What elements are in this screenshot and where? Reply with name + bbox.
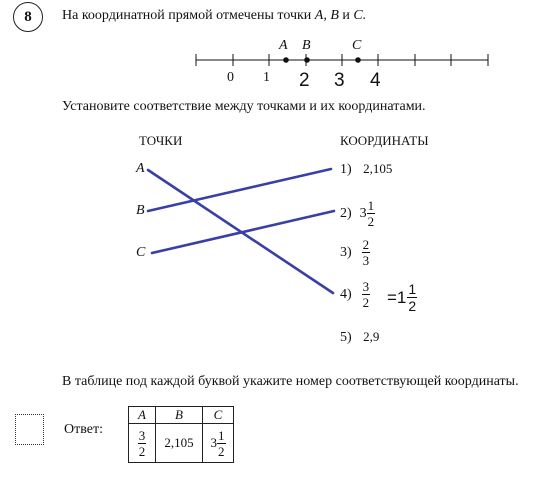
tick-label-0: 0 xyxy=(227,70,234,85)
option-number: 5) xyxy=(340,330,352,345)
header-a: A xyxy=(129,407,156,424)
point-a: A xyxy=(136,161,145,176)
answer-cell-b[interactable]: 2,105 xyxy=(156,424,203,463)
numerator: 1 xyxy=(218,427,225,443)
answer-table xyxy=(128,406,234,463)
match-line-b-1 xyxy=(148,169,331,211)
table-instruction: В таблице под каждой буквой укажите номер соответствующей координаты. xyxy=(62,374,519,389)
handwritten-tick-4: 4 xyxy=(370,70,381,91)
points-header: ТОЧКИ xyxy=(139,133,183,148)
option-number: 2) xyxy=(340,205,352,221)
numerator: 3 xyxy=(138,427,146,443)
denominator: 2 xyxy=(138,443,146,459)
answer-label: Ответ: xyxy=(64,422,103,437)
statement-and: и xyxy=(342,8,350,23)
option-value: 2,9 xyxy=(363,329,380,344)
answer-table-wrapper xyxy=(128,406,234,463)
tick-label-1: 1 xyxy=(263,70,270,85)
fraction xyxy=(138,429,147,458)
mixed-number xyxy=(211,429,226,458)
header-c: C xyxy=(203,407,234,424)
answer-box[interactable] xyxy=(15,414,44,445)
statement-last-point: C. xyxy=(353,8,367,23)
denominator: 2 xyxy=(408,298,417,314)
coordinates-header: КООРДИНАТЫ xyxy=(340,133,429,148)
denominator: 2 xyxy=(362,295,370,310)
statement-text: На координатной прямой отмечены точки xyxy=(62,8,312,23)
option-number: 3) xyxy=(340,244,352,260)
fraction xyxy=(217,429,226,458)
match-line-c-2 xyxy=(152,211,334,253)
point-c: C xyxy=(136,245,146,260)
note-equals-whole: =1 xyxy=(387,287,407,307)
numerator: 2 xyxy=(362,237,370,252)
denominator: 2 xyxy=(218,443,225,459)
point-c-label: C xyxy=(352,38,362,53)
answer-cell-c[interactable] xyxy=(203,424,234,463)
option-number: 1) xyxy=(340,162,352,177)
numerator: 1 xyxy=(408,281,417,297)
numerator: 3 xyxy=(362,279,370,294)
matching-instruction: Установите соответствие между точками и их координатами. xyxy=(62,99,426,114)
task-number-badge: 8 xyxy=(13,2,43,32)
header-b: B xyxy=(156,407,203,424)
table-header-row xyxy=(129,407,234,424)
option-number: 4) xyxy=(340,286,352,302)
handwritten-tick-2: 2 xyxy=(299,70,310,91)
option-value: 2,105 xyxy=(363,161,393,176)
point-b: B xyxy=(136,203,145,218)
answer-cell-a[interactable] xyxy=(129,424,156,463)
whole-part: 3 xyxy=(359,205,367,221)
whole-part: 3 xyxy=(210,435,217,450)
table-answer-row xyxy=(129,424,234,463)
denominator: 2 xyxy=(367,214,375,229)
numerator: 1 xyxy=(367,198,375,213)
denominator: 3 xyxy=(362,253,370,268)
handwritten-tick-3: 3 xyxy=(334,70,345,91)
point-b-label: B xyxy=(302,38,311,53)
point-a-label: A xyxy=(279,38,288,53)
statement-points: A, B xyxy=(314,8,339,23)
